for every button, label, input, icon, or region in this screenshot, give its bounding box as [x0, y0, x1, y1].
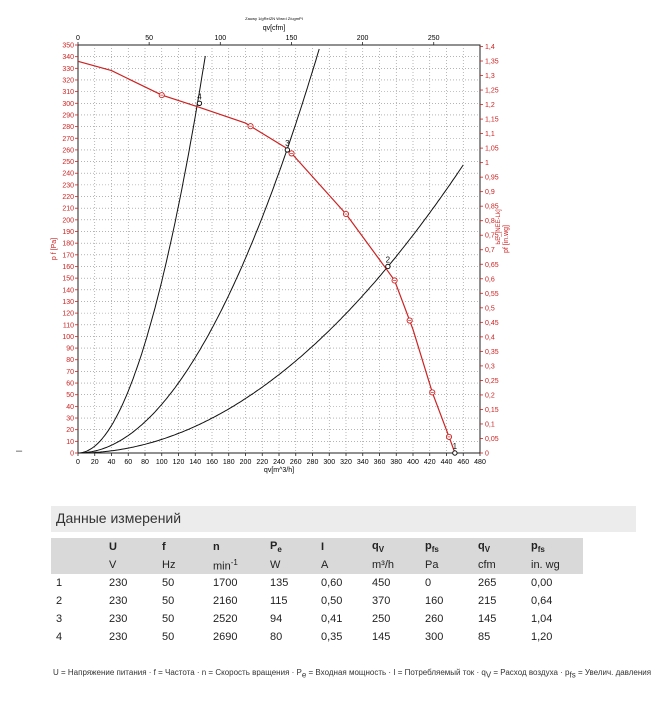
unit-text: in. wg [531, 559, 560, 571]
left-tick-label: 30 [66, 415, 74, 423]
left-tick-label: 310 [62, 89, 74, 97]
operating-point [453, 451, 457, 455]
right-tick-label: 0,55 [485, 290, 499, 298]
top-tick-label: 50 [145, 35, 154, 42]
col-header-main: q [478, 539, 485, 552]
left-tick-label: 0 [70, 450, 74, 458]
x-tick-label: 380 [390, 459, 403, 466]
table-row [51, 574, 583, 592]
right-tick-label: 0,8 [485, 218, 495, 226]
table-cell: 85 [473, 628, 526, 646]
left-tick-label: 180 [62, 240, 74, 248]
left-tick-label: 80 [66, 357, 74, 365]
x-tick-label: 20 [90, 459, 99, 466]
operating-point [386, 264, 390, 268]
right-tick-label: 0,6 [485, 276, 495, 284]
left-tick-label: 200 [62, 217, 74, 225]
left-tick-label: 70 [66, 368, 74, 376]
col-header-main: I [321, 541, 325, 553]
table-cell: 4 [51, 628, 104, 646]
left-tick-label: 10 [66, 438, 74, 446]
table-cell: 0 [420, 574, 473, 592]
table-cell: 260 [420, 610, 473, 628]
left-tick-label: 250 [62, 159, 74, 167]
right-tick-label: 0,7 [485, 247, 495, 255]
table-row [51, 628, 583, 646]
unit-text: W [270, 559, 281, 571]
left-tick-label: 20 [66, 427, 74, 435]
left-tick-label: 160 [62, 263, 74, 271]
table-cell: 250 [367, 610, 420, 628]
top-tick-label: 0 [76, 35, 80, 42]
left-tick-label: 40 [66, 403, 74, 411]
col-header-sub: e [277, 545, 282, 555]
measurement-table [51, 538, 583, 646]
table-cell: 265 [473, 574, 526, 592]
x-tick-label: 80 [141, 459, 149, 466]
right-tick-label: 1,2 [485, 102, 495, 110]
unit-cell-0 [51, 556, 104, 574]
col-header-0 [51, 538, 104, 556]
operating-point-label: 1 [452, 442, 458, 451]
left-tick-label: 140 [62, 287, 74, 295]
col-header-main: n [213, 541, 220, 553]
x-tick-label: 360 [373, 459, 386, 466]
left-tick-label: 340 [62, 54, 74, 62]
operating-point [285, 148, 289, 152]
left-tick-label: 280 [62, 124, 74, 132]
operating-point-label: 3 [285, 138, 290, 148]
right-tick-label: 0,95 [485, 174, 499, 182]
right-tick-label: 0,2 [485, 392, 495, 400]
right-axis-label: pf [in.wg] [503, 224, 510, 254]
right-tick-label: 0,1 [485, 421, 495, 429]
left-tick-label: 300 [62, 100, 74, 108]
x-tick-label: 120 [172, 459, 185, 466]
table-units-row [51, 556, 583, 574]
x-tick-label: 200 [239, 459, 252, 466]
table-cell: 3 [51, 610, 104, 628]
left-tick-label: 270 [62, 135, 74, 143]
col-header-sub: V [484, 545, 491, 555]
left-tick-label: 50 [66, 392, 74, 400]
table-cell: 115 [265, 592, 316, 610]
col-header-main: q [372, 539, 379, 552]
left-tick-label: 100 [62, 333, 74, 341]
table-cell: 2160 [208, 592, 265, 610]
x-axis-label: qv[m^3/h] [263, 467, 295, 474]
top-axis-label: qv[cfm] [262, 25, 286, 32]
table-row [51, 592, 583, 610]
table-cell: 50 [157, 628, 208, 646]
table-cell: 0,50 [316, 592, 367, 610]
table-cell: 300 [420, 628, 473, 646]
left-tick-label: 320 [62, 77, 74, 85]
col-header-main: f [162, 541, 166, 553]
table-cell: 0,35 [316, 628, 367, 646]
unit-cell-1 [104, 556, 157, 574]
x-tick-label: 220 [256, 459, 269, 466]
table-cell: 450 [367, 574, 420, 592]
right-tick-label: 1,1 [485, 131, 495, 139]
x-tick-label: 160 [206, 459, 218, 466]
right-axis-extra: ЬЕ_[NEE-Lk] [496, 209, 502, 245]
x-tick-label: 100 [155, 459, 168, 466]
legend-part-c: = Расход воздуха · p [491, 668, 570, 677]
x-tick-label: 440 [440, 459, 453, 466]
x-tick-label: 400 [407, 459, 419, 466]
left-tick-label: 210 [62, 205, 74, 213]
table-cell: 135 [265, 574, 316, 592]
right-tick-label: 0,25 [485, 377, 499, 385]
table-cell: 2 [51, 592, 104, 610]
legend-part-b: = Входная мощность · I = Потребляемый ток · q [306, 668, 486, 677]
table-cell: 80 [265, 628, 316, 646]
left-tick-label: 90 [66, 345, 74, 353]
chart-tiny-header: Zauwy 1/gReIZN Wwr•l Z/ugmPI [245, 16, 303, 21]
x-tick-label: 60 [124, 459, 133, 466]
right-tick-label: 0,75 [485, 232, 499, 240]
right-tick-label: 0,4 [485, 334, 495, 342]
x-tick-label: 40 [107, 459, 116, 466]
right-tick-label: 0,5 [485, 305, 495, 313]
dash-mark: – [16, 445, 23, 457]
table-cell: 50 [157, 610, 208, 628]
right-tick-label: 1,35 [485, 58, 499, 66]
x-tick-label: 140 [189, 459, 202, 466]
legend-part-a: U = Напряжение питания · f = Частота · n = Скорость вращения · P [53, 668, 302, 677]
top-tick-label: 100 [214, 35, 227, 42]
table-cell: 50 [157, 574, 208, 592]
right-tick-label: 0,65 [485, 261, 499, 269]
table-cell: 160 [420, 592, 473, 610]
table-cell: 0,64 [526, 592, 583, 610]
unit-cell-2 [157, 556, 208, 574]
legend-sub-c: fs [569, 670, 576, 680]
left-tick-label: 60 [66, 380, 74, 388]
right-tick-label: 0,05 [485, 435, 499, 443]
unit-cell-5 [316, 556, 367, 574]
table-cell: 94 [265, 610, 316, 628]
table-cell: 1,04 [526, 610, 583, 628]
x-tick-label: 260 [289, 459, 302, 466]
right-tick-label: 0 [485, 450, 489, 458]
col-header-1 [104, 538, 157, 556]
col-header-sub: fs [431, 545, 439, 555]
left-tick-label: 230 [62, 182, 74, 190]
left-tick-label: 150 [62, 275, 74, 283]
operating-point-label: 2 [385, 255, 391, 265]
col-header-sub: V [378, 545, 385, 555]
x-tick-label: 460 [457, 459, 470, 466]
col-header-9 [526, 538, 583, 556]
x-tick-label: 480 [474, 459, 486, 466]
left-tick-label: 350 [62, 42, 74, 50]
x-tick-label: 420 [423, 459, 436, 466]
table-cell: 2690 [208, 628, 265, 646]
table-row [51, 610, 583, 628]
left-tick-label: 290 [62, 112, 74, 120]
col-header-4 [265, 538, 316, 556]
right-tick-label: 1,25 [485, 87, 499, 95]
left-tick-label: 120 [62, 310, 74, 318]
table-cell: 1700 [208, 574, 265, 592]
col-header-7 [420, 538, 473, 556]
x-tick-label: 180 [222, 459, 235, 466]
table-cell: 230 [104, 592, 157, 610]
unit-cell-8 [473, 556, 526, 574]
table-cell: 230 [104, 574, 157, 592]
x-tick-label: 320 [340, 459, 352, 466]
col-header-main: P [270, 539, 278, 552]
x-tick-label: 240 [273, 459, 285, 466]
x-tick-label: 280 [306, 459, 319, 466]
unit-text: A [321, 559, 329, 571]
right-tick-label: 0,85 [485, 203, 499, 211]
col-header-5 [316, 538, 367, 556]
table-cell: 2520 [208, 610, 265, 628]
legend-sub-a: e [301, 670, 307, 680]
table-cell: 230 [104, 610, 157, 628]
right-tick-label: 0,3 [485, 363, 495, 371]
col-header-6 [367, 538, 420, 556]
col-header-sub: fs [537, 545, 545, 555]
unit-text: V [109, 559, 117, 571]
unit-cell-3 [208, 556, 265, 574]
legend-sub-b: V [485, 670, 492, 680]
unit-cell-6 [367, 556, 420, 574]
unit-text: min [213, 560, 231, 573]
table-header-row [51, 538, 583, 556]
right-tick-label: 0,45 [485, 319, 499, 327]
table-cell: 1,20 [526, 628, 583, 646]
unit-cell-9 [526, 556, 583, 574]
unit-text: m³/h [372, 559, 394, 571]
left-tick-label: 330 [62, 65, 74, 73]
unit-text: Hz [162, 559, 176, 571]
col-header-main: p [531, 539, 538, 552]
table-cell: 145 [473, 610, 526, 628]
table-cell: 215 [473, 592, 526, 610]
col-header-8 [473, 538, 526, 556]
col-header-2 [157, 538, 208, 556]
table-cell: 230 [104, 628, 157, 646]
col-header-main: p [425, 539, 432, 552]
x-tick-label: 0 [76, 459, 80, 466]
unit-sup: -1 [230, 557, 238, 567]
unit-cell-7 [420, 556, 473, 574]
top-tick-label: 200 [356, 35, 369, 42]
left-axis-label: p f [Pa] [51, 237, 58, 261]
right-tick-label: 0,15 [485, 406, 499, 414]
left-tick-label: 170 [62, 252, 74, 260]
right-tick-label: 1,3 [485, 73, 495, 81]
right-tick-label: 1,05 [485, 145, 499, 153]
table-cell: 50 [157, 592, 208, 610]
section-header [51, 506, 636, 532]
unit-cell-4 [265, 556, 316, 574]
top-tick-label: 250 [427, 35, 440, 42]
unit-text: cfm [478, 559, 496, 571]
table-cell: 0,00 [526, 574, 583, 592]
table-cell: 145 [367, 628, 420, 646]
top-tick-label: 150 [285, 35, 298, 42]
x-tick-label: 300 [323, 459, 336, 466]
left-tick-label: 240 [62, 170, 74, 178]
legend-note [53, 668, 651, 680]
section-title: Данные измерений [56, 510, 182, 526]
table-cell: 1 [51, 574, 104, 592]
col-header-3 [208, 538, 265, 556]
legend-part-d: = Увелич. давления [575, 668, 651, 677]
right-tick-label: 1,15 [485, 116, 499, 124]
right-tick-label: 0,35 [485, 348, 499, 356]
left-tick-label: 130 [62, 298, 74, 306]
left-tick-label: 220 [62, 194, 74, 202]
left-tick-label: 190 [62, 229, 74, 237]
right-tick-label: 0,9 [485, 189, 495, 197]
left-tick-label: 260 [62, 147, 74, 155]
left-tick-label: 110 [62, 322, 74, 330]
table-cell: 0,41 [316, 610, 367, 628]
unit-text: Pa [425, 559, 439, 571]
x-tick-label: 340 [356, 459, 369, 466]
right-tick-label: 1,4 [485, 43, 495, 51]
operating-point [197, 101, 201, 105]
table-cell: 370 [367, 592, 420, 610]
operating-point-label: 4 [197, 92, 202, 102]
col-header-main: U [109, 541, 117, 553]
table-cell: 0,60 [316, 574, 367, 592]
right-tick-label: 1 [485, 160, 489, 168]
